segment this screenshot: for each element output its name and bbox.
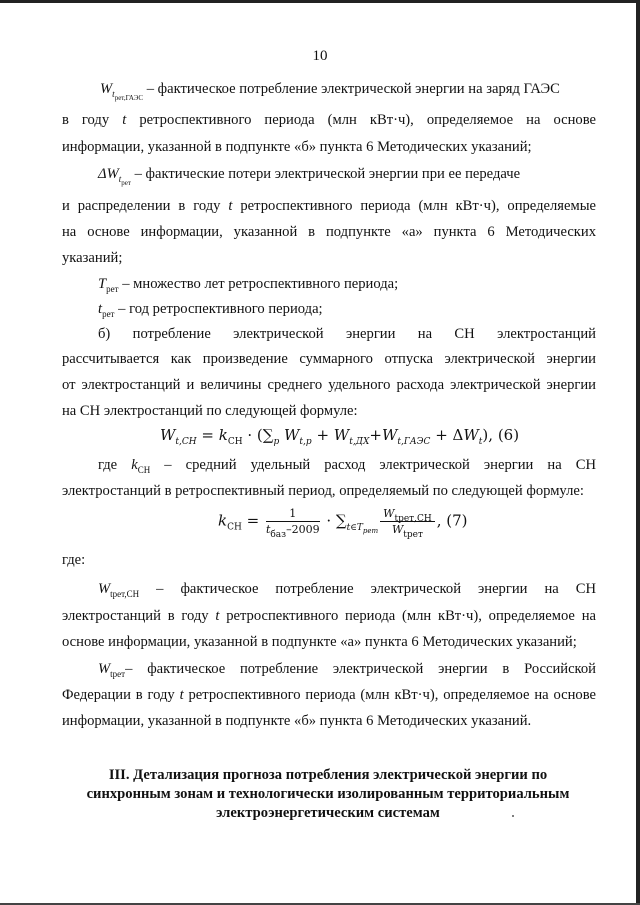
formula-6: $W_{t,СН} = k_{СН} \cdot (\sum_p$ $W_{t,p} + W_{t,ДХ}+W_{t,ГАЭС} + \Delta W_t$), (6) bbox=[160, 426, 520, 447]
paragraph-b-line-3: от электростанций и величины среднего удельного расхода электрической энергии bbox=[62, 377, 596, 393]
section-heading-line-1: III. Детализация прогноза потребления электрической энергии по bbox=[108, 767, 548, 783]
fraction-1: $\frac{1}{t_{баз}-2009}$ bbox=[265, 507, 320, 540]
formula-7: $k_{СН}$ = $\frac{1}{t_{баз}-2009}$ · $\sum_{t\in T_{рет}}$ $\frac{W_{tрет,СН}}{W_{tрет}}$ , (7) bbox=[218, 507, 468, 540]
section-heading-line-2: синхронным зонам и технологически изолированным территориальным bbox=[86, 786, 570, 802]
where-label: где: bbox=[62, 552, 86, 568]
paragraph-losses-line-2: и распределении в году t ретроспективного периода (млн кВт·ч), определяемые bbox=[62, 198, 596, 214]
scan-speck bbox=[512, 815, 514, 817]
paragraph-w-rf-line-2: Федерации в году t ретроспективного периода (млн кВт·ч), определяемое на основе bbox=[62, 687, 596, 703]
paragraph-w-sn-line-1: $W_{tрет,СН}$ – фактическое потребление электрической энергии на СН bbox=[98, 581, 596, 599]
paragraph-w-sn-line-3: основе информации, указанной в подпункте «а» пункта 6 Методических указаний; bbox=[62, 634, 577, 650]
scan-border-top bbox=[0, 0, 640, 3]
paragraph-b-line-1: б) потребление электрической энергии на СН электростанций bbox=[98, 326, 596, 342]
paragraph-w-gaes-line-1: $W_{t_{рет,ГАЭС}}$ – фактическое потребление электрической энергии на заряд ГАЭС bbox=[100, 81, 560, 102]
section-heading-line-3: электроэнергетическим системам bbox=[216, 805, 440, 821]
symbol: W bbox=[100, 81, 113, 97]
paragraph-w-rf-line-1: $W_{tрет}-$ фактическое потребление электрической энергии в Российской bbox=[98, 661, 596, 679]
page-number: 10 bbox=[312, 48, 328, 64]
paragraph-k-sn-line-1: где $k_{СН}$ – средний удельный расход электрической энергии на СН bbox=[98, 457, 597, 475]
fraction-2: $\frac{W_{tрет,СН}}{W_{tрет}}$ bbox=[380, 507, 435, 536]
paragraph-k-sn-line-2: электростанций в ретроспективный период, определяемый по следующей формуле: bbox=[62, 483, 584, 499]
paragraph-losses-line-4: указаний; bbox=[62, 250, 123, 266]
paragraph-t-ret-set: $T_{рет}$ – множество лет ретроспективного периода; bbox=[98, 276, 399, 294]
paragraph-w-gaes-line-3: информации, указанной в подпункте «б» пункта 6 Методических указаний; bbox=[62, 139, 532, 155]
paragraph-w-sn-line-2: электростанций в году t ретроспективного периода (млн кВт·ч), определяемое на bbox=[62, 608, 596, 624]
paragraph-w-gaes-line-2: в году t ретроспективного периода (млн кВт·ч), определяемое на основе bbox=[62, 112, 596, 128]
paragraph-b-line-2: рассчитывается как произведение суммарного отпуска электрической энергии bbox=[62, 351, 596, 367]
paragraph-t-ret-year: $t_{рет}$ – год ретроспективного периода; bbox=[98, 301, 323, 319]
paragraph-w-rf-line-3: информации, указанной в подпункте «б» пункта 6 Методических указаний. bbox=[62, 713, 532, 729]
paragraph-losses-line-1: $\Delta W_{t_{рет}}$ – фактические потери электрической энергии при ее передаче bbox=[98, 166, 521, 187]
scan-border-right bbox=[636, 0, 640, 905]
paragraph-losses-line-3: на основе информации, указанной в подпункте «а» пункта 6 Методических bbox=[62, 224, 596, 240]
paragraph-b-line-4: на СН электростанций по следующей формуле: bbox=[62, 403, 358, 419]
